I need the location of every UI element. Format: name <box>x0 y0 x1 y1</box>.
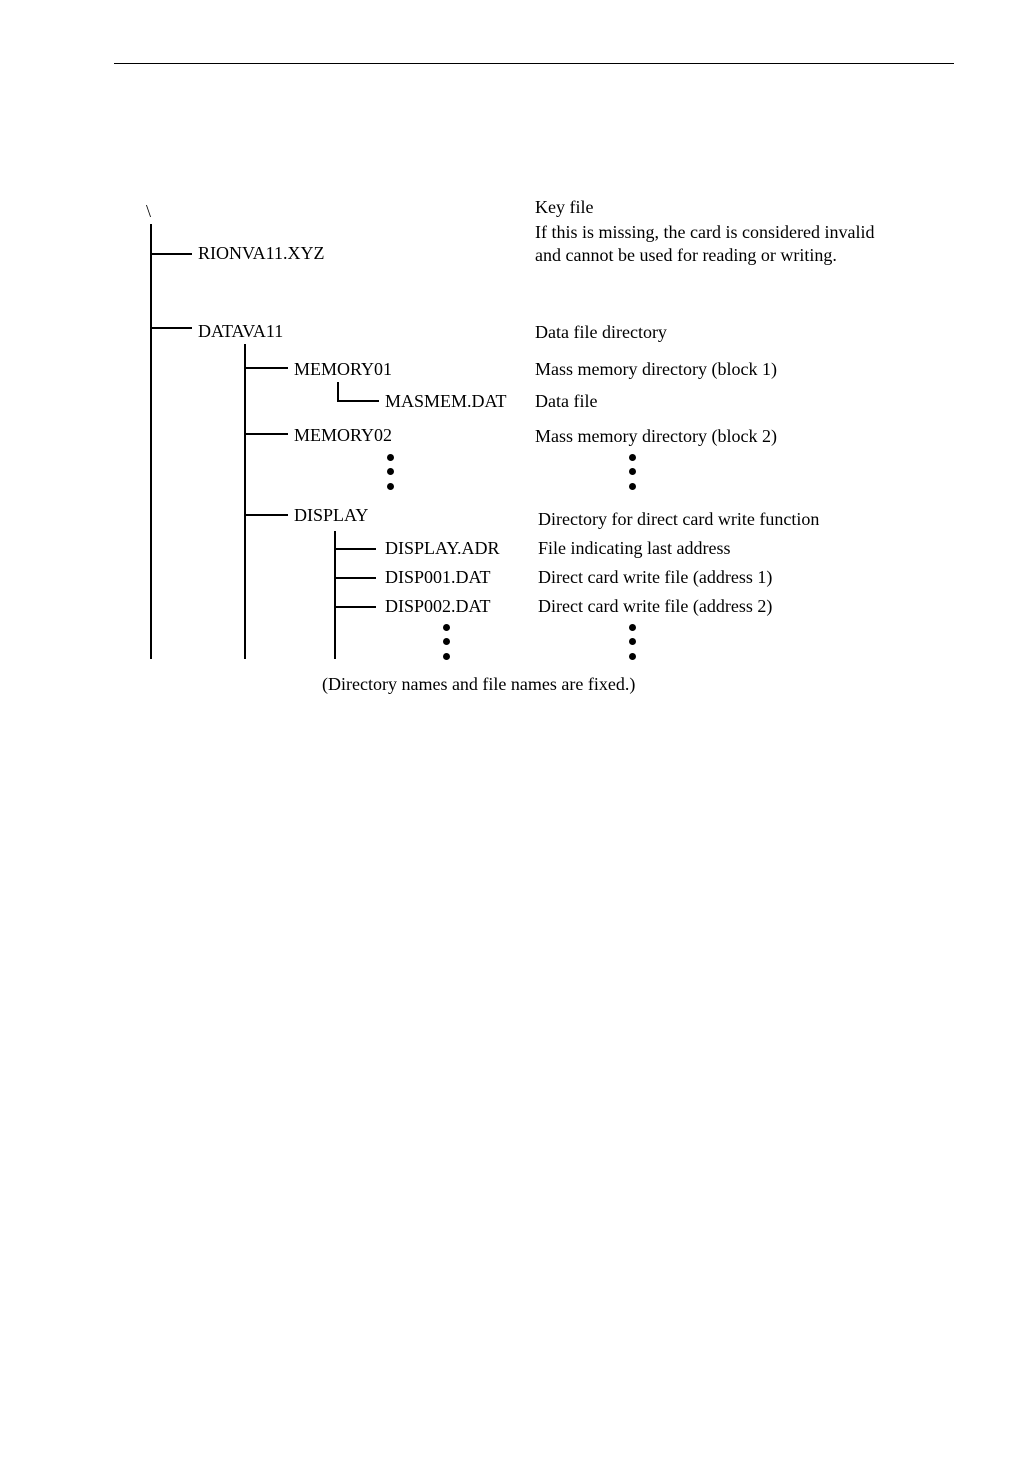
key-file-description: Key file <box>535 197 594 217</box>
display-adr-description: File indicating last address <box>538 538 731 558</box>
disp002-label: DISP002.DAT <box>385 596 491 616</box>
rionva11-label: RIONVA11.XYZ <box>198 243 325 263</box>
display-connector <box>244 514 288 516</box>
memory01-label: MEMORY01 <box>294 359 393 379</box>
datava11-label: DATAVA11 <box>198 321 284 341</box>
rionva11-connector <box>150 253 192 255</box>
root-label: \ <box>146 201 152 221</box>
masmem-description: Data file <box>535 391 598 411</box>
memory01-connector <box>244 367 288 369</box>
disp001-connector <box>334 577 376 579</box>
datava11-trunk-line <box>244 344 246 659</box>
data-dir-description: Data file directory <box>535 322 667 342</box>
display-adr-connector <box>334 548 376 550</box>
display-adr-label: DISPLAY.ADR <box>385 538 500 558</box>
memory02-label: MEMORY02 <box>294 425 393 445</box>
memory02-connector <box>244 433 288 435</box>
disp001-description: Direct card write file (address 1) <box>538 567 773 587</box>
disp002-description: Direct card write file (address 2) <box>538 596 773 616</box>
header-rule <box>114 63 954 64</box>
masmem-connector <box>337 400 379 402</box>
memory01-branch-line <box>337 382 339 402</box>
disp002-connector <box>334 606 376 608</box>
display-trunk-line <box>334 531 336 659</box>
disp001-label: DISP001.DAT <box>385 567 491 587</box>
datava11-connector <box>150 327 192 329</box>
masmem-label: MASMEM.DAT <box>385 391 507 411</box>
display-dir-description: Directory for direct card write function <box>538 509 820 529</box>
display-label: DISPLAY <box>294 505 369 525</box>
memory01-description: Mass memory directory (block 1) <box>535 359 777 379</box>
memory02-description: Mass memory directory (block 2) <box>535 426 777 446</box>
key-file-note-line-2: and cannot be used for reading or writing. <box>535 245 837 265</box>
root-trunk-line <box>150 224 152 659</box>
diagram-caption: (Directory names and file names are fixed.) <box>322 674 636 694</box>
key-file-note-line-1: If this is missing, the card is considered invalid <box>535 222 875 242</box>
